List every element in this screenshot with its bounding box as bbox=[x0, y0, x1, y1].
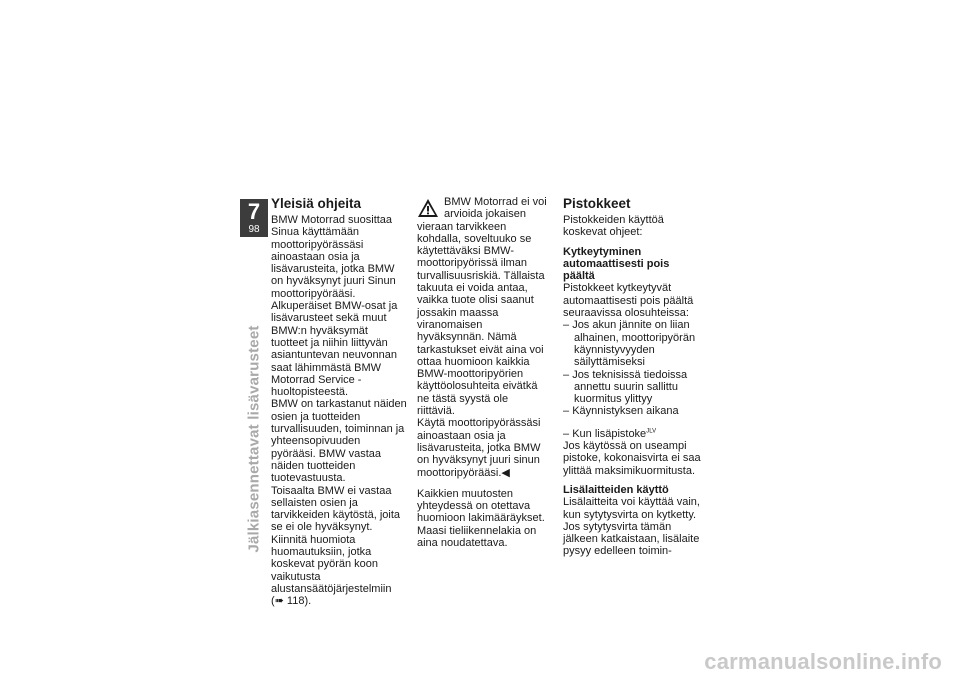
column-general-instructions bbox=[271, 196, 407, 608]
condition-list bbox=[563, 319, 703, 417]
warning-text-2: Käytä moottoripyörässäsi ainoastaan osia ja lisävarusteita, jotka BMW on hyväksynyt juuri sinun moottoripyörääsi.◀ bbox=[417, 417, 541, 479]
list-item: – Jos teknisissä tiedoissa annettu suurin sallittu kuormitus ylittyy bbox=[563, 369, 703, 406]
list-item: – Jos akun jännite on liian alhainen, moottoripyörän käynnistyvyyden säilyttämiseksi bbox=[563, 319, 703, 368]
column-sockets bbox=[563, 196, 703, 558]
section-heading-general: Yleisiä ohjeita bbox=[271, 196, 362, 211]
paragraph: Kaikkien muutosten yhteydessä on otettava huomioon lakimääräykset. Maasi tieliikennelakia on aina noudatettava. bbox=[417, 487, 545, 550]
list-item: – Kun lisäpistoke$^{JLV}$ bbox=[563, 428, 703, 440]
section-heading-sockets: Pistokkeet bbox=[563, 196, 631, 211]
warning-triangle-icon bbox=[417, 198, 439, 218]
paragraph: Toisaalta BMW ei vastaa sellaisten osien ja tarvikkeiden käytöstä, joita se ei ole hyväksynyt. bbox=[271, 484, 401, 534]
page-number: 98 bbox=[248, 224, 260, 235]
warning-text: BMW Motorrad ei voi arvioida jokaisen vieraan tarvikkeen kohdalla, soveltuuko se käytettäväksi BMW-moottoripyörissä ilman turvallisuusriskiä. Tällaista takuuta ei voida antaa, vaikka tuote olisi saanut jossakin maassa viranomaisen hyväksynnän. Nämä tarkastukset eivät aina voi ottaa huomioon kaikkia BMW-moottoripyörien käyttöolosuhteita eivätkä ne tästä syystä ole riittäviä. bbox=[417, 196, 547, 418]
chapter-number: 7 bbox=[247, 199, 261, 224]
list-item: – Käynnistyksen aikana bbox=[563, 405, 703, 417]
paragraph: Alkuperäiset BMW-osat ja lisävarusteet sekä muut BMW:n hyväksymät tuotteet ja niihin liittyvän asiantuntevan neuvonnan saat lähimmästä BMW Motorrad Service -huoltopisteestä. bbox=[271, 300, 398, 399]
paragraph: Pistokkeiden käyttöä koskevat ohjeet: bbox=[563, 214, 664, 239]
column-warning bbox=[417, 196, 547, 549]
option-superscript: JLV bbox=[646, 428, 657, 435]
paragraph: Lisälaitteita voi käyttää vain, kun sytytysvirta on kytketty. Jos sytytysvirta tämän jälkeen katkaistaan, lisälaite pysyy edelleen toimin- bbox=[563, 496, 700, 558]
paragraph: BMW Motorrad suosittaa Sinua käyttämään moottoripyörässäsi ainoastaan osia ja lisävarusteita, jotka BMW on hyväksynyt juuri Sinun moottoripyörääsi. bbox=[271, 214, 396, 300]
paragraph: Jos käytössä on useampi pistoke, kokonaisvirta ei saa ylittää maksimikuormitusta. bbox=[563, 440, 701, 477]
end-marker-icon: ◀ bbox=[501, 466, 510, 479]
paragraph: Pistokkeet kytkeytyvät automaattisesti pois päältä seuraavissa olosuhteissa: bbox=[563, 282, 694, 320]
subheading-accessory-use: Lisälaitteiden käyttö bbox=[563, 483, 669, 496]
condition-list-extra bbox=[563, 428, 703, 440]
subheading-auto-off: Kytkeytyminen automaattisesti pois päältä bbox=[563, 245, 670, 283]
chapter-tab bbox=[240, 199, 268, 237]
paragraph: BMW on tarkastanut näiden osien ja tuotteiden turvallisuuden, toiminnan ja yhteensopivuuden pyörääsi. BMW vastaa näiden tuotteiden tuotevastuusta. bbox=[271, 398, 407, 485]
watermark: carmanualsonline.info bbox=[704, 649, 942, 674]
paragraph: Kiinnitä huomiota huomautuksiin, jotka koskevat pyörän koon vaikutusta alustansäätöjärjestelmiin (➠ 118). bbox=[271, 533, 392, 608]
chapter-side-title-text: Jälkiasennettavat lisävarusteet bbox=[245, 325, 263, 553]
